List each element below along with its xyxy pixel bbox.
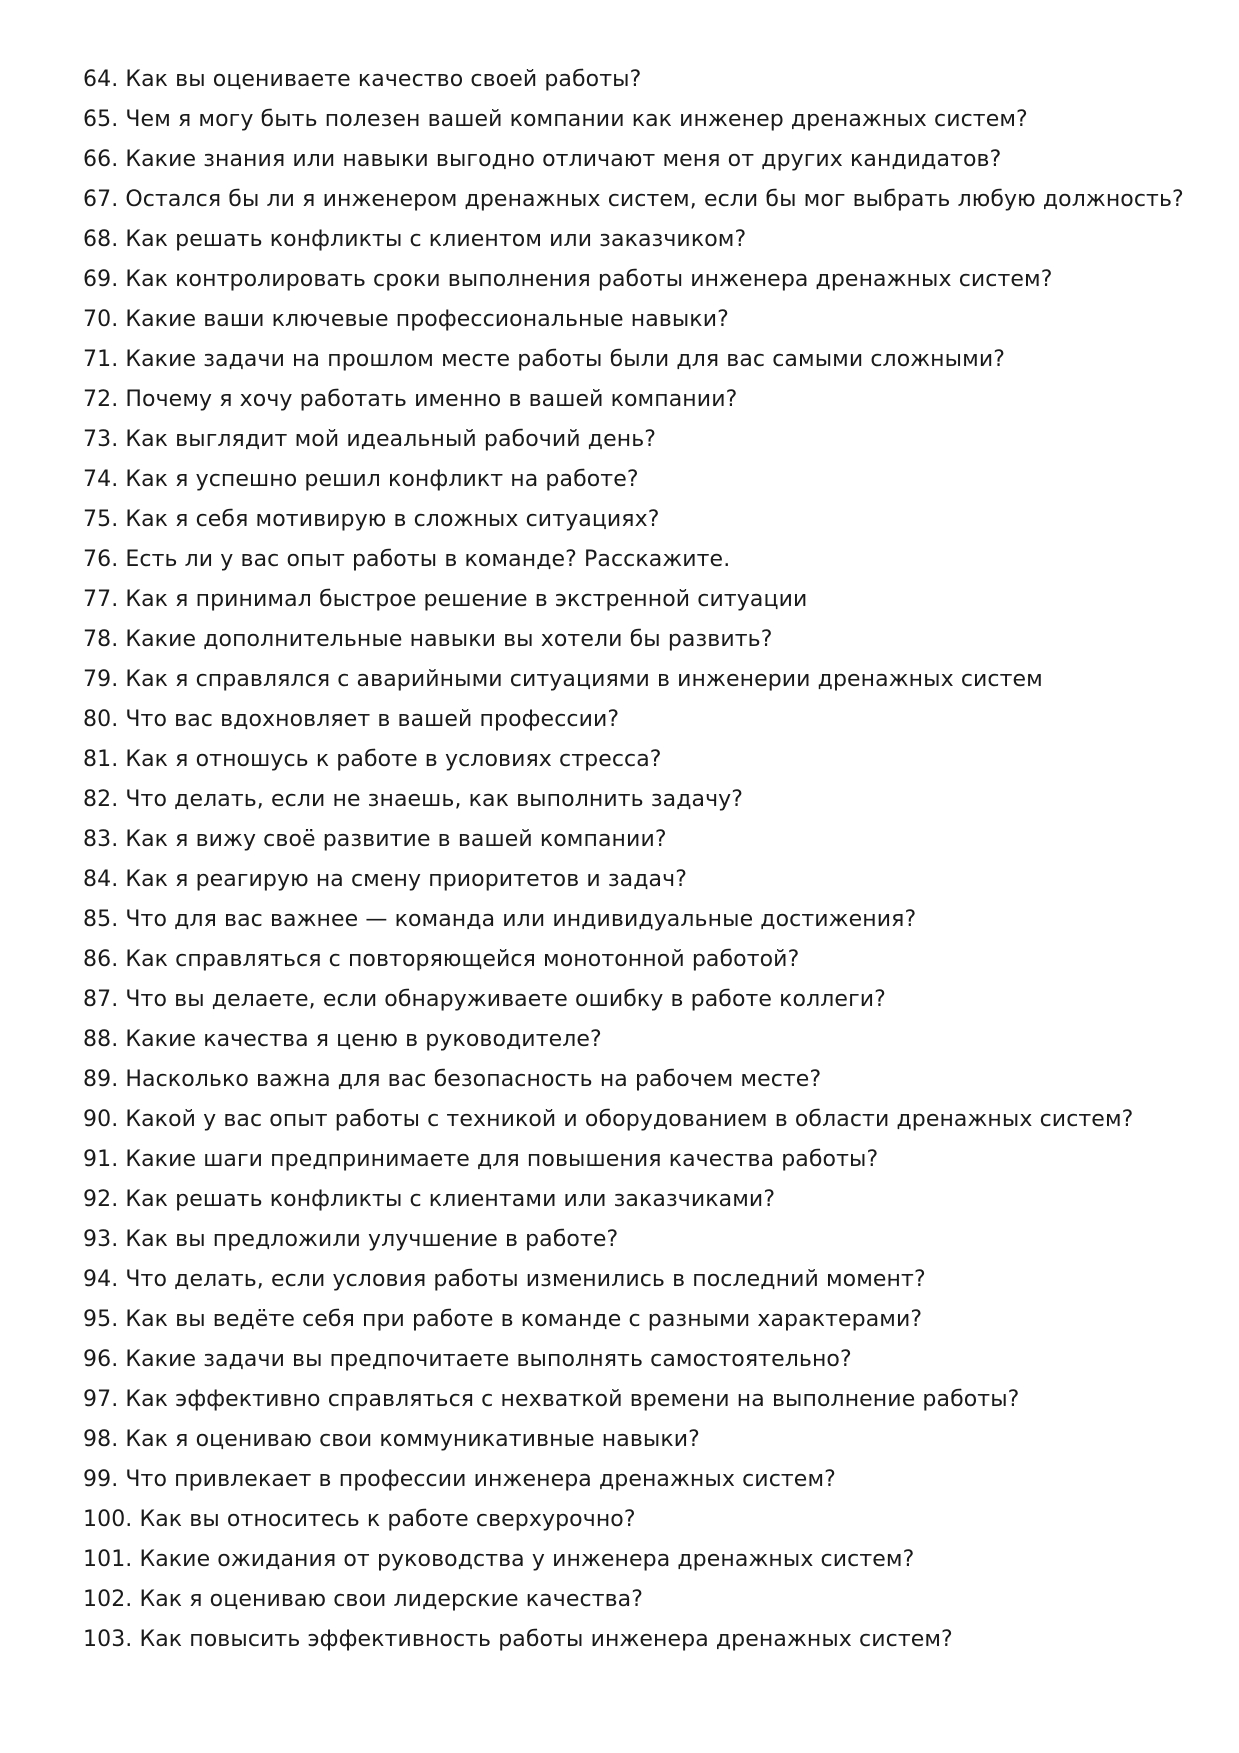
question-item-74: 74. Как я успешно решил конфликт на работе? <box>83 467 639 492</box>
question-item-86: 86. Как справляться с повторяющейся монотонной работой? <box>83 947 800 972</box>
question-item-77: 77. Как я принимал быстрое решение в экстренной ситуации <box>83 587 808 612</box>
question-item-92: 92. Как решать конфликты с клиентами или заказчиками? <box>83 1187 776 1212</box>
question-item-72: 72. Почему я хочу работать именно в вашей компании? <box>83 387 738 412</box>
question-item-73: 73. Как выглядит мой идеальный рабочий день? <box>83 427 657 452</box>
question-item-96: 96. Какие задачи вы предпочитаете выполнять самостоятельно? <box>83 1347 852 1372</box>
question-item-66: 66. Какие знания или навыки выгодно отличают меня от других кандидатов? <box>83 147 1002 172</box>
question-item-87: 87. Что вы делаете, если обнаруживаете ошибку в работе коллеги? <box>83 987 886 1012</box>
question-item-93: 93. Как вы предложили улучшение в работе? <box>83 1227 619 1252</box>
question-item-75: 75. Как я себя мотивирую в сложных ситуациях? <box>83 507 660 532</box>
question-item-88: 88. Какие качества я ценю в руководителе? <box>83 1027 602 1052</box>
question-item-89: 89. Насколько важна для вас безопасность на рабочем месте? <box>83 1067 822 1092</box>
question-item-64: 64. Как вы оцениваете качество своей работы? <box>83 67 642 92</box>
question-item-95: 95. Как вы ведёте себя при работе в команде с разными характерами? <box>83 1307 923 1332</box>
question-item-65: 65. Чем я могу быть полезен вашей компании как инженер дренажных систем? <box>83 107 1028 132</box>
question-item-71: 71. Какие задачи на прошлом месте работы были для вас самыми сложными? <box>83 347 1006 372</box>
question-item-68: 68. Как решать конфликты с клиентом или заказчиком? <box>83 227 747 252</box>
question-item-85: 85. Что для вас важнее — команда или индивидуальные достижения? <box>83 907 917 932</box>
question-item-67: 67. Остался бы ли я инженером дренажных систем, если бы мог выбрать любую должность? <box>83 187 1184 212</box>
question-item-78: 78. Какие дополнительные навыки вы хотели бы развить? <box>83 627 773 652</box>
question-item-98: 98. Как я оцениваю свои коммуникативные навыки? <box>83 1427 700 1452</box>
question-item-80: 80. Что вас вдохновляет в вашей профессии? <box>83 707 620 732</box>
question-item-100: 100. Как вы относитесь к работе сверхурочно? <box>83 1507 636 1532</box>
question-item-99: 99. Что привлекает в профессии инженера дренажных систем? <box>83 1467 836 1492</box>
question-item-101: 101. Какие ожидания от руководства у инженера дренажных систем? <box>83 1547 915 1572</box>
question-item-76: 76. Есть ли у вас опыт работы в команде? Расскажите. <box>83 547 731 572</box>
question-item-90: 90. Какой у вас опыт работы с техникой и оборудованием в области дренажных систем? <box>83 1107 1134 1132</box>
question-item-79: 79. Как я справлялся с аварийными ситуациями в инженерии дренажных систем <box>83 667 1043 692</box>
question-item-84: 84. Как я реагирую на смену приоритетов и задач? <box>83 867 687 892</box>
question-item-82: 82. Что делать, если не знаешь, как выполнить задачу? <box>83 787 744 812</box>
question-item-83: 83. Как я вижу своё развитие в вашей компании? <box>83 827 667 852</box>
question-item-69: 69. Как контролировать сроки выполнения работы инженера дренажных систем? <box>83 267 1053 292</box>
question-item-81: 81. Как я отношусь к работе в условиях стресса? <box>83 747 662 772</box>
question-item-97: 97. Как эффективно справляться с нехваткой времени на выполнение работы? <box>83 1387 1020 1412</box>
question-item-91: 91. Какие шаги предпринимаете для повышения качества работы? <box>83 1147 879 1172</box>
question-list <box>83 60 1203 1660</box>
question-item-70: 70. Какие ваши ключевые профессиональные навыки? <box>83 307 729 332</box>
question-item-103: 103. Как повысить эффективность работы инженера дренажных систем? <box>83 1627 953 1652</box>
document-page <box>83 60 1203 1660</box>
question-item-102: 102. Как я оцениваю свои лидерские качества? <box>83 1587 644 1612</box>
question-item-94: 94. Что делать, если условия работы изменились в последний момент? <box>83 1267 926 1292</box>
